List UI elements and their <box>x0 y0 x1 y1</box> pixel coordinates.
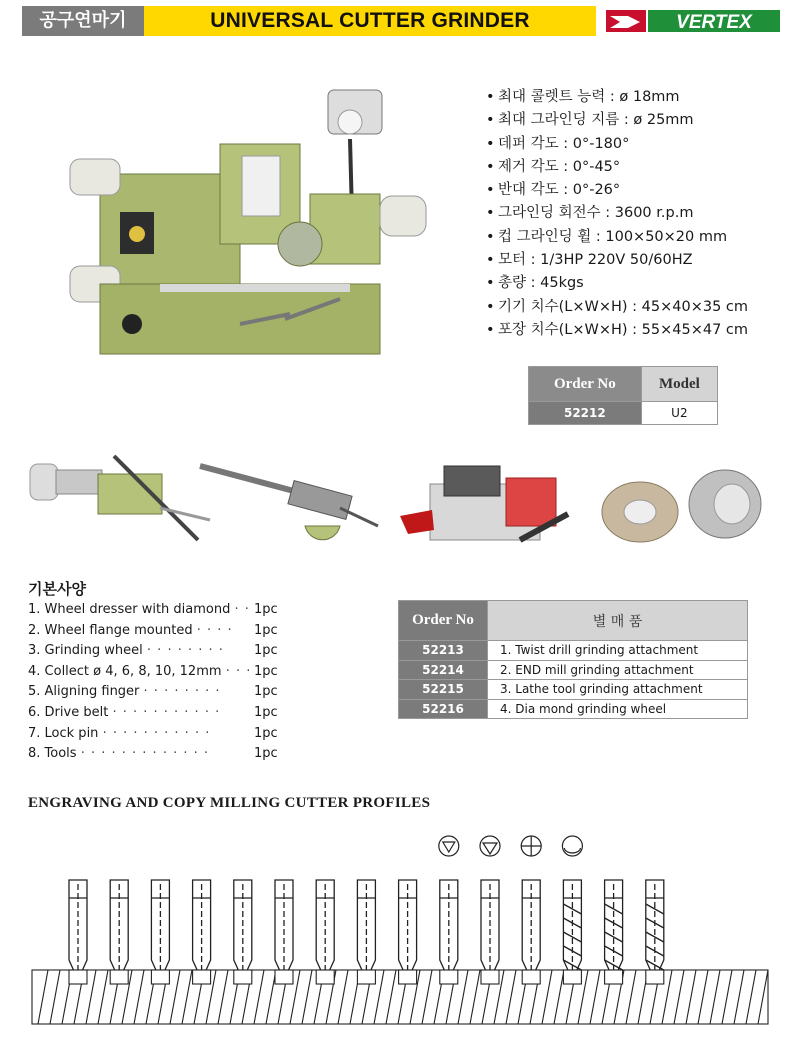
profile-symbol-icon <box>521 836 541 856</box>
cutter-profile-icon <box>357 880 375 980</box>
svg-text:VERTEX: VERTEX <box>676 12 752 33</box>
cutter-profile-icon <box>440 880 458 980</box>
table-row <box>399 660 748 680</box>
spec-item: • 모터 : 1/3HP 220V 50/60HZ <box>486 252 693 269</box>
list-item: 1. Wheel dresser with diamond · · 1pc <box>28 602 278 617</box>
spec-item: • 기기 치수(L×W×H) : 45×40×35 cm <box>486 298 749 315</box>
table-row <box>399 641 748 661</box>
profile-symbol-icon <box>480 836 500 856</box>
spec-item: • 그라인딩 회전수 : 3600 r.p.m <box>486 205 694 222</box>
diamond-grinding-wheel-photo <box>602 470 761 542</box>
order-no-cell: 52216 <box>399 699 488 719</box>
spec-item: • 데퍼 각도 : 0°-180° <box>486 135 630 152</box>
list-item: 8. Tools · · · · · · · · · · · · · 1pc <box>28 746 278 762</box>
order-no-header: Order No <box>399 601 488 641</box>
profiles-title: ENGRAVING AND COPY MILLING CUTTER PROFILES <box>28 795 431 811</box>
profile-symbol-icon <box>439 836 459 856</box>
accessory-cell: 4. Dia mond grinding wheel <box>488 699 748 719</box>
list-item: 5. Aligning finger · · · · · · · · 1pc <box>28 684 278 700</box>
spec-item: • 반대 각도 : 0°-26° <box>486 182 621 199</box>
page-title: UNIVERSAL CUTTER GRINDER <box>144 6 596 36</box>
twist-drill-attachment-photo <box>30 456 210 540</box>
cutter-profile-icon <box>481 880 499 980</box>
spec-item: • 제거 각도 : 0°-45° <box>486 158 621 175</box>
cutter-profile-icon <box>193 880 211 980</box>
basic-specs-title: 기본사양 <box>28 580 86 598</box>
category-label: 공구연마기 <box>22 6 144 36</box>
lathe-tool-attachment-photo <box>400 466 568 540</box>
cutter-profiles-drawing <box>30 828 770 1028</box>
accessories-table <box>398 600 748 719</box>
order-no-header: Order No <box>529 367 642 402</box>
accessory-cell: 2. END mill grinding attachment <box>488 660 748 680</box>
spec-item: • 컵 그라인딩 휠 : 100×50×20 mm <box>486 228 728 245</box>
list-item: 4. Collect ø 4, 6, 8, 10, 12mm · · · 1pc <box>28 663 278 679</box>
profile-symbol-icon <box>562 836 582 856</box>
accessory-header: 별 매 품 <box>488 601 748 641</box>
list-item: 7. Lock pin · · · · · · · · · · · 1pc <box>28 725 278 741</box>
cutter-profile-icon <box>151 880 169 980</box>
table-row <box>399 680 748 700</box>
cutter-profile-icon <box>234 880 252 980</box>
accessory-cell: 1. Twist drill grinding attachment <box>488 641 748 661</box>
spec-item: • 총량 : 45kgs <box>486 275 584 292</box>
order-no-cell: 52215 <box>399 680 488 700</box>
vertex-logo <box>606 8 780 34</box>
spec-item: • 최대 콜렛트 능력 : ø 18mm <box>486 89 680 105</box>
cutter-profile-icon <box>275 880 293 980</box>
table-row <box>399 699 748 719</box>
order-no-cell: 52212 <box>529 402 642 425</box>
end-mill-attachment-photo <box>200 466 378 540</box>
cutter-profile-icon <box>646 880 664 980</box>
model-header: Model <box>641 367 717 402</box>
cutter-profile-icon <box>316 880 334 980</box>
spec-list <box>486 86 748 342</box>
accessory-photos <box>20 448 780 568</box>
order-no-cell: 52214 <box>399 660 488 680</box>
accessory-cell: 3. Lathe tool grinding attachment <box>488 680 748 700</box>
table-row <box>529 402 718 425</box>
order-no-cell: 52213 <box>399 641 488 661</box>
engraving-profile-strip <box>32 970 768 1024</box>
cutter-profile-icon <box>110 880 128 980</box>
cutter-profile-icon <box>563 880 581 980</box>
list-item: 3. Grinding wheel · · · · · · · · 1pc <box>28 643 278 659</box>
list-item: 6. Drive belt · · · · · · · · · · · 1pc <box>28 704 278 720</box>
model-table <box>528 366 718 425</box>
cutter-profile-icon <box>69 880 87 980</box>
cutter-profile-icon <box>605 880 623 980</box>
list-item: 2. Wheel flange mounted · · · · 1pc <box>28 622 278 638</box>
model-cell: U2 <box>641 402 717 425</box>
basic-specs-list <box>28 600 278 765</box>
cutter-profile-icon <box>522 880 540 980</box>
spec-item: • 최대 그라인딩 지름 : ø 25mm <box>486 112 694 129</box>
cutter-profile-icon <box>399 880 417 980</box>
universal-cutter-grinder-photo <box>60 84 440 374</box>
spec-item: • 포장 치수(L×W×H) : 55×45×47 cm <box>486 321 749 338</box>
